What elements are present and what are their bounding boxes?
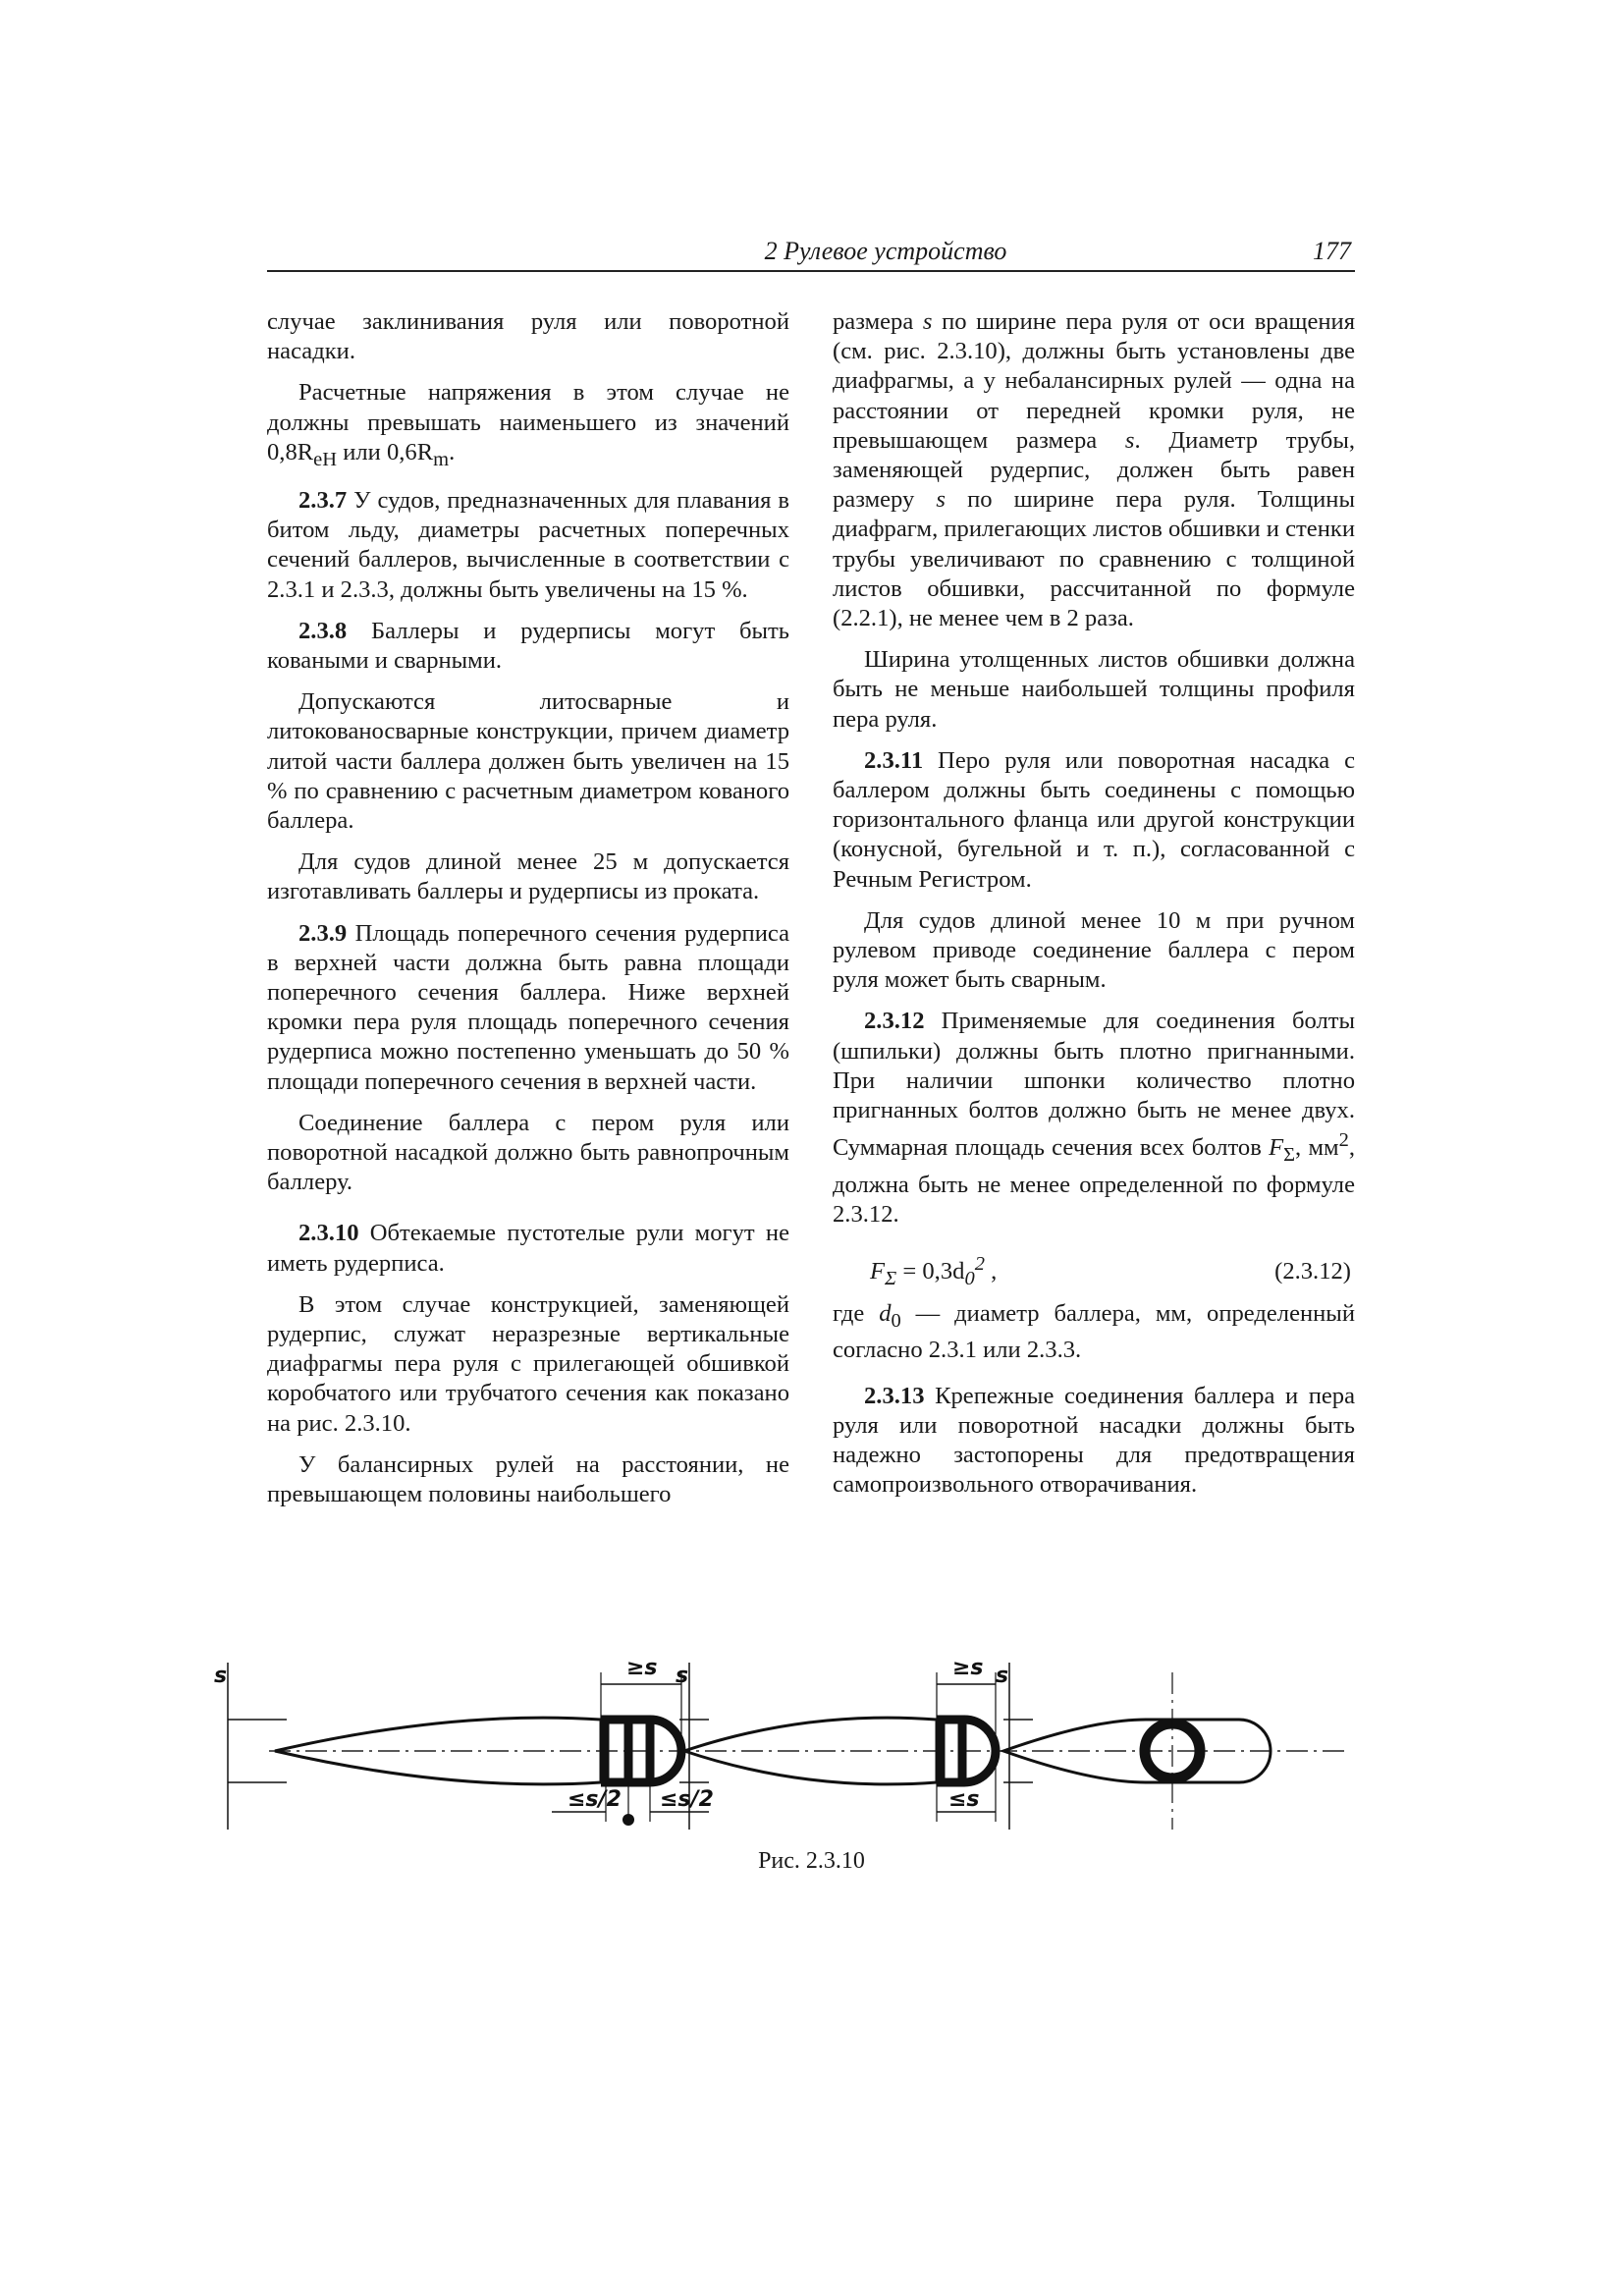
label-le-s: ≤s — [948, 1787, 980, 1812]
clause-2-3-10: 2.3.10 Обтекаемые пустотелые рули могут не иметь рудерписа. — [267, 1220, 789, 1277]
paragraph: Допускаются литосварные и литокованосварные конструкции, причем диаметр литой части баллера должен быть увеличен на 15 % по сравнению с расчетным диаметром кованого баллера. — [267, 688, 789, 834]
label-s-3: s — [996, 1664, 1009, 1688]
paragraph: Расчетные напряжения в этом случае не должны превышать наименьшего из значений $0,8R_{eH}$ или $0,6R_m$. — [267, 379, 789, 470]
formula-number: (2.3.12) — [1274, 1258, 1351, 1285]
section-title: 2 Рулевое устройство — [764, 237, 1007, 265]
label-ge-s-1: ≥s — [626, 1656, 658, 1680]
paragraph: где $d_0$ — диаметр баллера, мм, определенный согласно 2.3.1 или 2.3.3. — [833, 1300, 1355, 1364]
paragraph: Соединение баллера с пером руля или поворотной насадкой должно быть равнопрочным баллеру. — [267, 1109, 789, 1196]
right-column — [833, 307, 1355, 1511]
rudder-sections-figure — [214, 1604, 1357, 1830]
clause-2-3-12: 2.3.12 Применяемые для соединения болты (шпильки) должны быть плотно пригнанными. При наличии шпонки количество плотно пригнанных болтов должно быть не менее двух. Суммарная площадь сечения всех болтов $F_\Sigma$, $мм^2$, должна быть не менее определенной по формуле 2.3.12. — [833, 1008, 1355, 1228]
paragraph: Ширина утолщенных листов обшивки должна быть не меньше наибольшей толщины профиля пера руля. — [833, 646, 1355, 733]
label-s-2: s — [676, 1664, 689, 1688]
left-column — [267, 307, 789, 1521]
clause-2-3-11: 2.3.11 Перо руля или поворотная насадка с баллером должны быть соединены с помощью горизонтального фланца или другой конструкции (конусной, бугельной и т. п.), согласованной с Речным Регистром. — [833, 746, 1355, 893]
paragraph: Для судов длиной менее 10 м при ручном рулевом приводе соединение баллера с пером руля может быть сварным. — [833, 906, 1355, 994]
figure-caption: Рис. 2.3.10 — [758, 1848, 865, 1874]
paragraph: У балансирных рулей на расстоянии, не превышающем половины наибольшего — [267, 1450, 789, 1508]
paragraph: размера s по ширине пера руля от оси вращения (см. рис. 2.3.10), должны быть установлены две диафрагмы, а у небалансирных рулей — одна на расстоянии от передней кромки руля, не превышающем размера s. Диаметр трубы, заменяющей рудерпис, должен быть равен размеру s по ширине пера руля. Толщины диафрагм, прилегающих листов обшивки и стенки трубы увеличивают по сравнению с толщиной листов обшивки, рассчитанной по формуле (2.2.1), не менее чем в 2 раза. — [833, 308, 1356, 632]
clause-2-3-9: 2.3.9 Площадь поперечного сечения рудерписа в верхней части должна быть равна площади поперечного сечения баллера. Ниже верхней кромки пера руля площадь поперечного сечения рудерписа можно постепенно уменьшать до 50 % площади поперечного сечения в верхней части. — [267, 919, 789, 1095]
label-ge-s-2: ≥s — [952, 1656, 984, 1680]
clause-2-3-13: 2.3.13 Крепежные соединения баллера и пера руля или поворотной насадки должны быть надежно застопорены для предотвращения самопроизвольного отворачивания. — [833, 1382, 1355, 1499]
rudder-section-two-diaphragms — [228, 1663, 709, 1830]
paragraph: Для судов длиной менее 25 м допускается изготавливать баллеры и рудерписы из проката. — [267, 848, 789, 905]
clause-2-3-7: 2.3.7 У судов, предназначенных для плавания в битом льду, диаметры расчетных поперечных сечений баллеров, вычисленные в соответствии с 2.3.1 и 2.3.3, должны быть увеличены на 15 %. — [267, 486, 789, 603]
label-le-s-half-2: ≤s/2 — [660, 1787, 714, 1812]
page-number: 177 — [1313, 237, 1351, 265]
label-le-s-half-1: ≤s/2 — [568, 1787, 622, 1812]
paragraph: случае заклинивания руля или поворотной насадки. — [267, 308, 789, 365]
running-header — [267, 237, 1355, 272]
clause-2-3-8: 2.3.8 Баллеры и рудерписы могут быть коваными и сварными. — [267, 617, 789, 674]
paragraph: В этом случае конструкцией, заменяющей рудерпис, служат неразрезные вертикальные диафрагмы пера руля с прилегающей обшивкой коробчатого или трубчатого сечения как показано на рис. 2.3.10. — [267, 1290, 789, 1437]
formula-2-3-12: $F_\Sigma = 0,3d_0^2$ , (2.3.12) — [833, 1249, 1355, 1293]
label-s-1: s — [214, 1664, 228, 1688]
